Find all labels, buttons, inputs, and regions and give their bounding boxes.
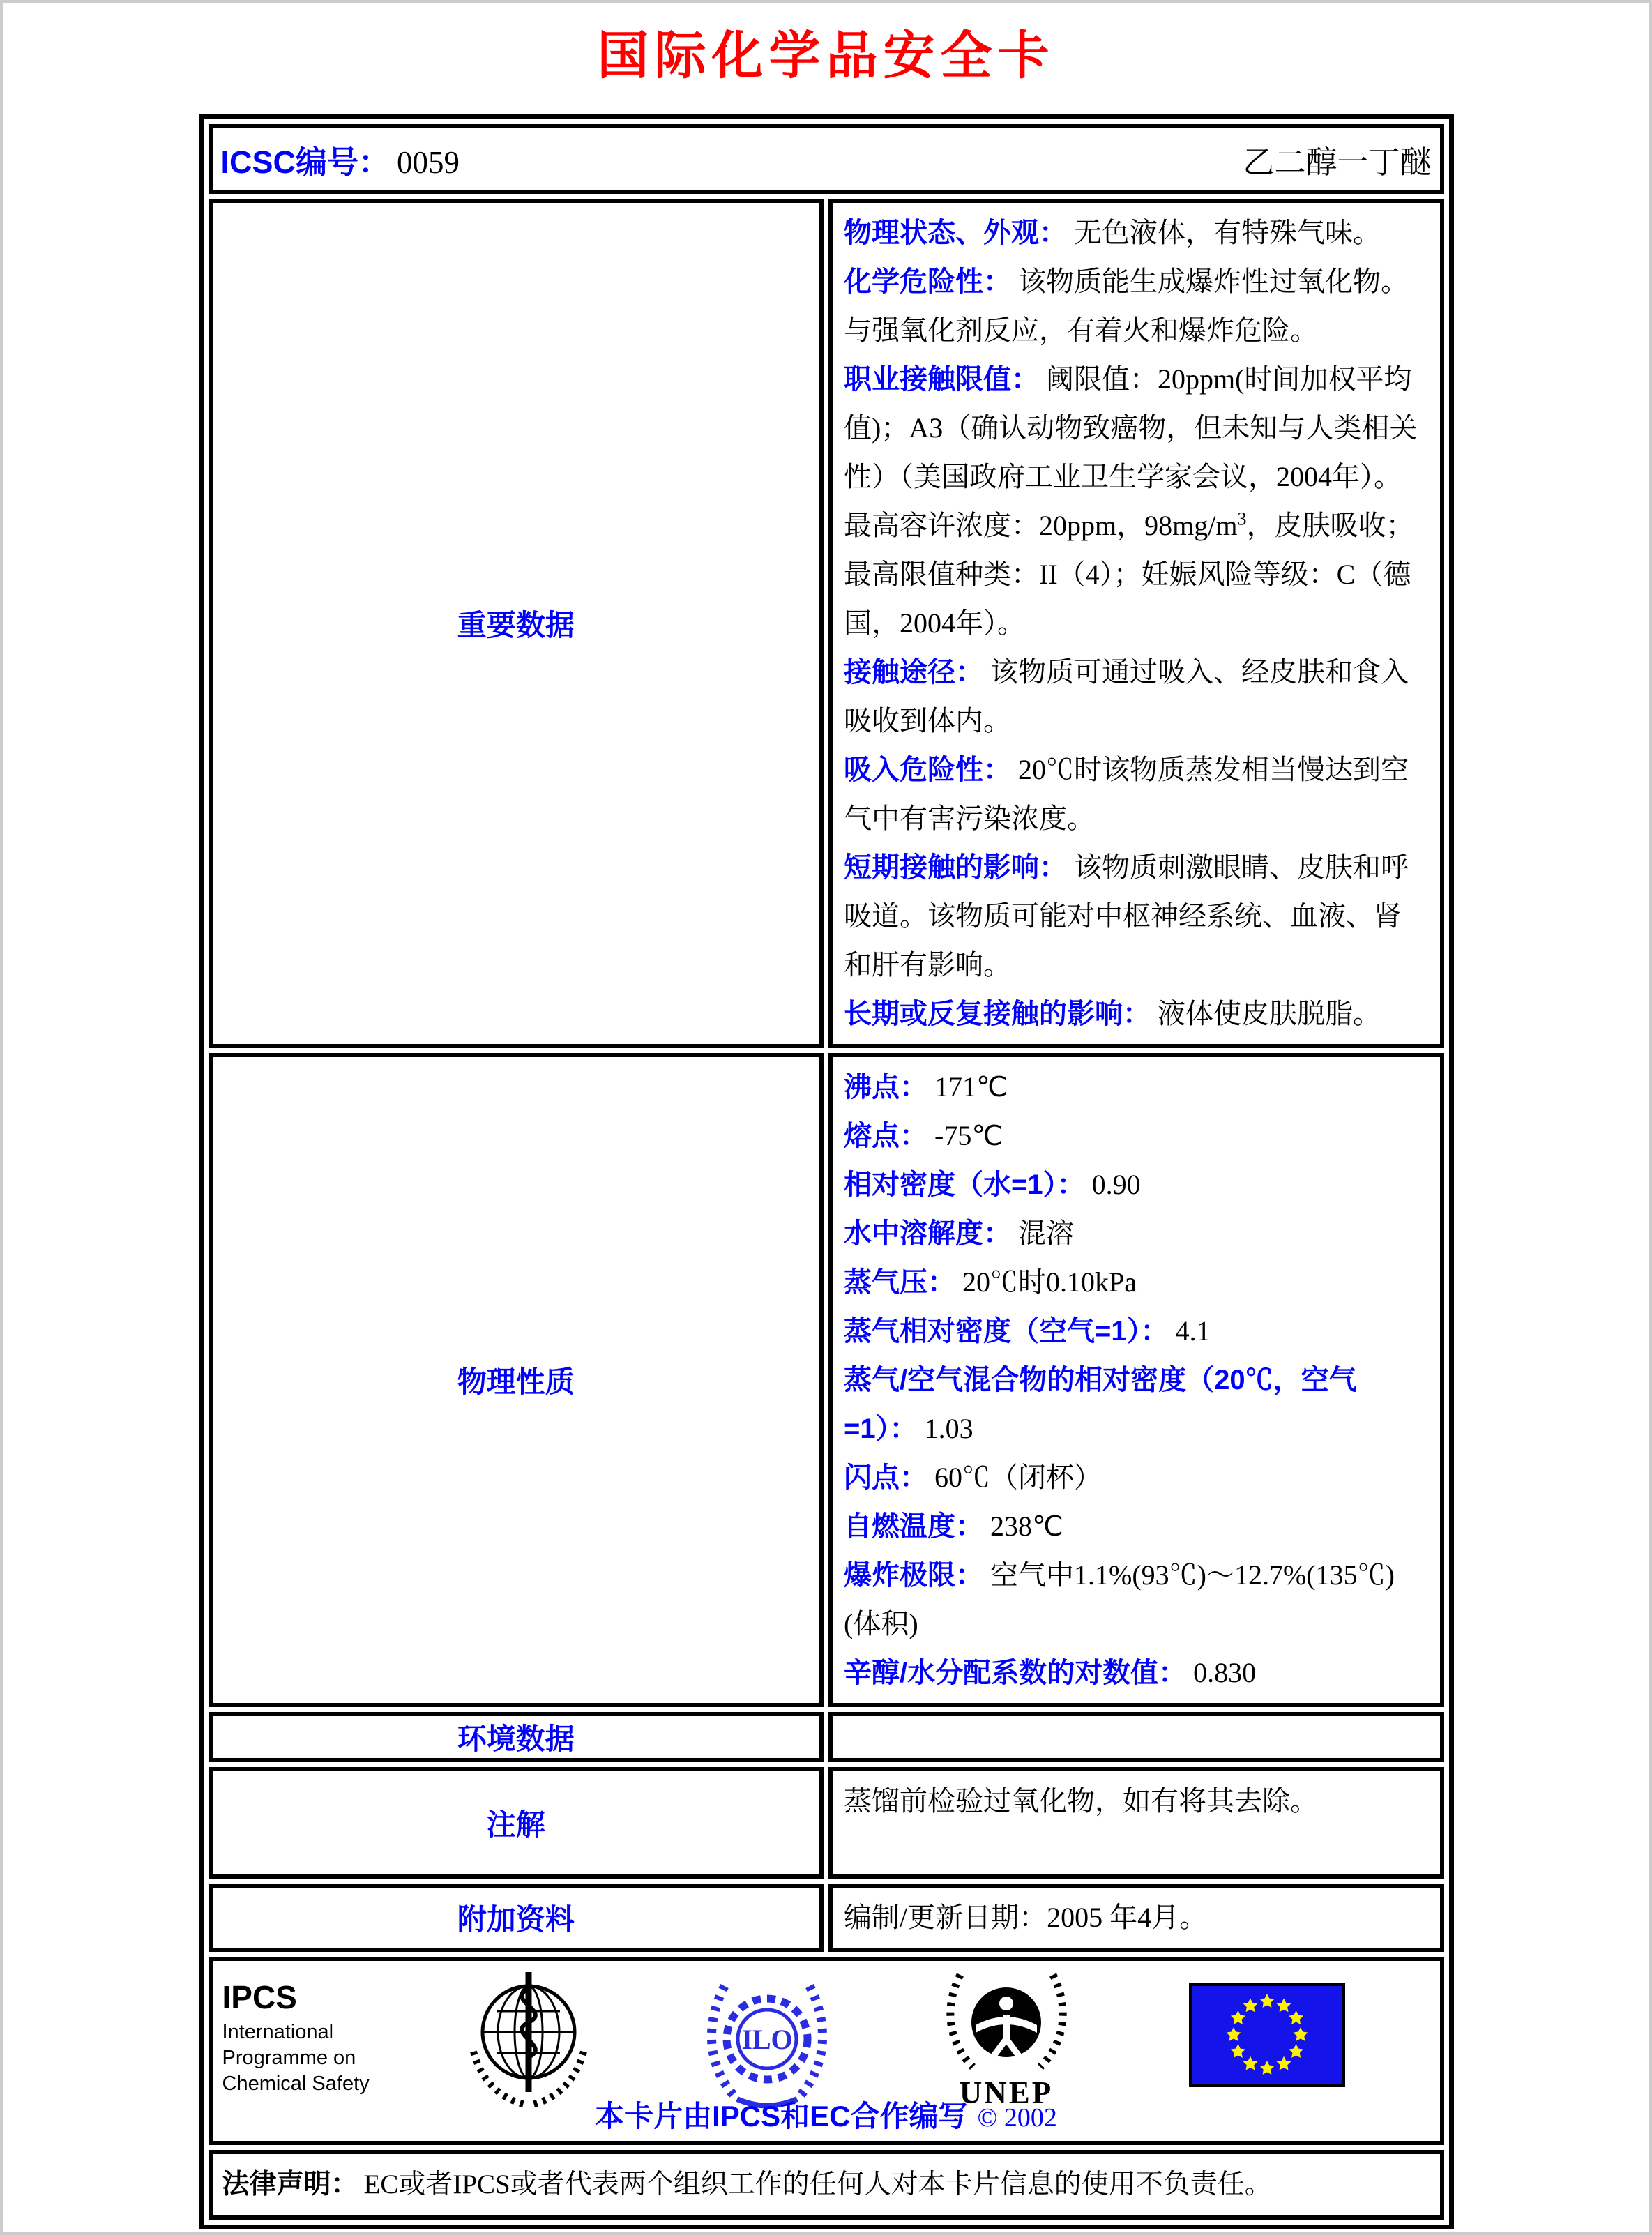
additional-info-content (828, 1884, 1444, 1952)
entry-label: 吸入危险性： (844, 755, 1011, 785)
entry-text: ，皮肤吸收；最高限值种类：II（4）；妊娠风险等级：C（德国，2004年）。 (844, 510, 1414, 639)
entry-text: 该物质能生成爆炸性过氧化物。与强氧化剂反应，有着火和爆炸危险。 (844, 266, 1409, 346)
property-label: 相对密度（水=1）： (844, 1169, 1085, 1200)
footer-caption (213, 2093, 1440, 2135)
ipcs-title: IPCS (222, 1979, 297, 2015)
property-value: -75℃ (934, 1120, 1003, 1151)
property-value: 20℃时0.10kPa (962, 1266, 1137, 1298)
icsc-number-label: ICSC编号： (220, 144, 391, 180)
entry-label: 短期接触的影响： (844, 852, 1067, 883)
property-label: 蒸气/空气混合物的相对密度（20℃，空气=1）： (844, 1365, 1357, 1444)
section-label-environmental-data: 环境数据 (209, 1712, 824, 1762)
entry-chemical-danger (844, 257, 1429, 355)
entry-label: 物理状态、外观： (844, 218, 1067, 248)
property-label: 熔点： (844, 1121, 927, 1151)
property-label: 蒸气压： (844, 1267, 955, 1298)
entry-inhalation-risk (844, 745, 1429, 843)
property-octanol-water-partition (844, 1649, 1429, 1697)
property-value: 0.90 (1091, 1169, 1141, 1200)
property-water-solubility (844, 1209, 1429, 1258)
page-title: 国际化学品安全卡 (597, 26, 1055, 84)
property-label: 辛醇/水分配系数的对数值： (844, 1658, 1187, 1688)
ilo-text: ILO (741, 2024, 793, 2055)
property-value: 60℃（闭杯） (934, 1462, 1102, 1493)
ipcs-text-block (222, 1979, 370, 2097)
section-label-notes: 注解 (209, 1767, 824, 1879)
property-label: 闪点： (844, 1462, 927, 1493)
icsc-number (221, 137, 460, 182)
entry-text: 阈限值：20ppm(时间加权平均值)；A3（确认动物致癌物，但未知与人类相关性）（美国政府工业卫生学家会议，2004年）。 (844, 363, 1418, 492)
who-emblem-icon (461, 1968, 597, 2111)
property-value: 0.830 (1193, 1657, 1257, 1688)
entry-text: 最高容许浓度：20ppm，98mg/m (844, 510, 1238, 541)
important-data-content (828, 199, 1444, 1048)
property-label: 沸点： (844, 1072, 927, 1103)
property-boiling-point (844, 1063, 1429, 1112)
footer-copyright: © 2002 (977, 2103, 1057, 2132)
unep-emblem-icon (942, 1965, 1071, 2077)
legal-notice-row (209, 2150, 1444, 2220)
icsc-number-value: 0059 (397, 144, 460, 180)
physical-properties-content (828, 1053, 1444, 1707)
legal-notice-text: EC或者IPCS或者代表两个组织工作的任何人对本卡片信息的使用不负责任。 (363, 2169, 1272, 2199)
environmental-data-content (828, 1712, 1444, 1762)
eu-flag-icon (1189, 1983, 1345, 2087)
entry-physical-state (844, 209, 1429, 257)
property-label: 爆炸极限： (844, 1560, 983, 1591)
property-label: 水中溶解度： (844, 1218, 1011, 1249)
notes-text: 蒸馏前检验过氧化物，如有将其去除。 (844, 1785, 1318, 1817)
property-label: 自燃温度： (844, 1511, 983, 1542)
footer-logos-row (209, 1957, 1444, 2145)
entry-exposure-routes (844, 648, 1429, 745)
entry-text: 无色液体，有特殊气味。 (1074, 217, 1381, 248)
entry-label: 接触途径： (844, 657, 983, 688)
property-value: 238℃ (990, 1510, 1063, 1542)
entry-text: 20℃时该物质蒸发相当慢达到空气中有害污染浓度。 (844, 754, 1409, 834)
entry-label: 职业接触限值： (844, 364, 1039, 395)
property-value: 混溶 (1018, 1218, 1074, 1249)
card-header-row (209, 124, 1444, 194)
additional-info-text: 编制/更新日期：2005 年4月。 (844, 1902, 1208, 1933)
ipcs-line: Programme on (222, 2047, 356, 2069)
entry-label: 长期或反复接触的影响： (844, 999, 1151, 1029)
property-vapor-pressure (844, 1258, 1429, 1307)
entry-long-term-effects (844, 990, 1429, 1038)
entry-text: 液体使皮肤脱脂。 (1158, 998, 1381, 1029)
section-label-additional-info: 附加资料 (209, 1884, 824, 1952)
entry-text: 该物质刺激眼睛、皮肤和呼吸道。该物质可能对中枢神经系统、血液、肾和肝有影响。 (844, 851, 1409, 980)
unep-logo-block (942, 1965, 1071, 2108)
property-explosive-limits (844, 1551, 1429, 1649)
property-value: 1.03 (924, 1413, 973, 1444)
entry-label: 化学危险性： (844, 266, 1011, 297)
property-relative-density (844, 1160, 1429, 1209)
property-autoignition-temperature (844, 1502, 1429, 1551)
property-value: 空气中1.1%(93℃)～12.7%(135℃)(体积) (844, 1559, 1395, 1639)
property-vapor-density (844, 1307, 1429, 1356)
section-label-physical-properties: 物理性质 (209, 1053, 824, 1707)
entry-occupational-limits (844, 355, 1429, 501)
card-table (199, 114, 1454, 2229)
ipcs-line: International (222, 2021, 334, 2043)
footer-caption-text: 本卡片由IPCS和EC合作编写 (595, 2100, 968, 2132)
property-melting-point (844, 1112, 1429, 1160)
section-label-important-data: 重要数据 (209, 199, 824, 1048)
property-vapor-air-mixture-density (844, 1356, 1429, 1453)
property-value: 171℃ (934, 1071, 1008, 1103)
notes-content (828, 1767, 1444, 1879)
ipcs-line: Chemical Safety (222, 2073, 370, 2095)
property-label: 蒸气相对密度（空气=1）： (844, 1316, 1169, 1347)
entry-short-term-effects (844, 843, 1429, 990)
chemical-name: 乙二醇一丁醚 (1243, 144, 1432, 180)
entry-text: 该物质可通过吸入、经皮肤和食入吸收到体内。 (844, 656, 1409, 736)
legal-notice-label: 法律声明： (222, 2169, 358, 2199)
property-value: 4.1 (1175, 1315, 1211, 1347)
property-flash-point (844, 1453, 1429, 1502)
superscript-3: 3 (1237, 508, 1247, 529)
ilo-emblem-icon (701, 1968, 833, 2113)
unep-text: UNEP (959, 2075, 1054, 2110)
entry-mak-limit (844, 501, 1429, 648)
